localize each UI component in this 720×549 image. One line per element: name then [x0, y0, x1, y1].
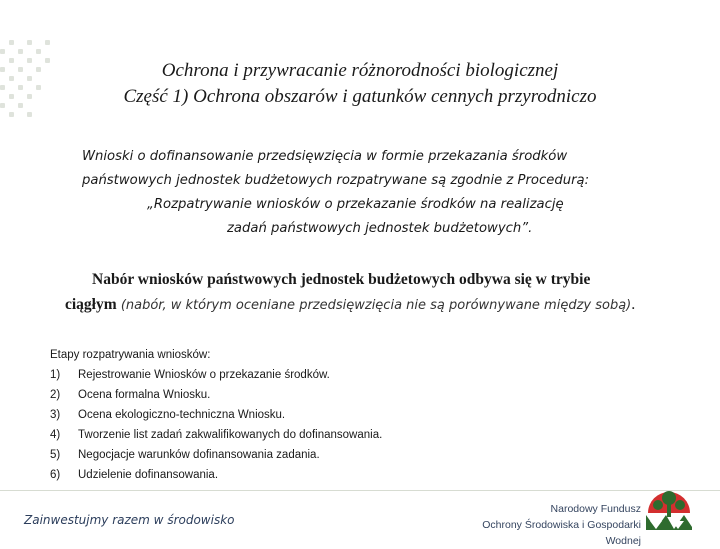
step-number: 1): [50, 369, 61, 381]
step-text: Rejestrowanie Wniosków o przekazanie środków.: [78, 369, 330, 381]
grid-dot: [45, 40, 50, 45]
nabor-end-dot: .: [631, 296, 636, 313]
grid-dot: [9, 76, 14, 81]
decorative-dot-grid: [0, 40, 60, 130]
grid-dot: [0, 85, 5, 90]
grid-dot: [0, 49, 5, 54]
list-item: [50, 465, 470, 485]
list-item: [50, 365, 470, 385]
nabor-parenthetical: (nabór, w którym oceniane przedsięwzięcia nie są porównywane między sobą): [120, 298, 632, 313]
slide-title: [60, 58, 660, 110]
footer-divider: [0, 490, 720, 491]
step-text: Ocena formalna Wniosku.: [78, 389, 211, 401]
step-number: 6): [50, 469, 61, 481]
step-text: Ocena ekologiczno-techniczna Wniosku.: [78, 409, 286, 421]
grid-dot: [36, 85, 41, 90]
intro-line-3: „Rozpatrywanie wniosków o przekazanie środków na realizację: [147, 197, 564, 212]
grid-dot: [9, 40, 14, 45]
grid-dot: [27, 94, 32, 99]
list-item: [50, 385, 470, 405]
grid-dot: [0, 67, 5, 72]
grid-dot: [27, 112, 32, 117]
list-item: [50, 405, 470, 425]
intro-line-4: zadań państwowych jednostek budżetowych”.: [227, 221, 533, 236]
nabor-bold-line-2: ciągłym: [65, 296, 117, 313]
grid-dot: [18, 85, 23, 90]
intro-paragraph: [82, 145, 672, 241]
grid-dot: [0, 103, 5, 108]
step-text: Negocjacje warunków dofinansowania zadania.: [78, 449, 320, 461]
step-number: 2): [50, 389, 61, 401]
grid-dot: [45, 58, 50, 63]
nfosigw-tree-logo-icon: [644, 483, 694, 531]
org-line-2: Ochrony Środowiska i Gospodarki Wodnej: [482, 519, 641, 547]
steps-heading: Etapy rozpatrywania wniosków:: [50, 349, 211, 361]
org-line-1: Narodowy Fundusz: [550, 503, 641, 515]
nabor-paragraph: [65, 267, 715, 318]
grid-dot: [27, 76, 32, 81]
grid-dot: [9, 58, 14, 63]
step-text: Udzielenie dofinansowania.: [78, 469, 219, 481]
footer-slogan: Zainwestujmy razem w środowisko: [24, 513, 235, 527]
grid-dot: [27, 58, 32, 63]
step-number: 3): [50, 409, 61, 421]
grid-dot: [36, 67, 41, 72]
grid-dot: [9, 112, 14, 117]
grid-dot: [18, 103, 23, 108]
nabor-bold-line-1: Nabór wniosków państwowych jednostek budżetowych odbywa się w trybie: [92, 271, 591, 288]
intro-line-2: państwowych jednostek budżetowych rozpatrywane są zgodnie z Procedurą:: [82, 173, 590, 188]
grid-dot: [36, 49, 41, 54]
grid-dot: [27, 40, 32, 45]
list-item: [50, 425, 470, 445]
grid-dot: [9, 94, 14, 99]
step-number: 4): [50, 429, 61, 441]
intro-line-1: Wnioski o dofinansowanie przedsięwzięcia w formie przekazania środków: [82, 149, 568, 164]
organization-name: [453, 501, 641, 549]
step-text: Tworzenie list zadań zakwalifikowanych do dofinansowania.: [78, 429, 383, 441]
step-number: 5): [50, 449, 61, 461]
grid-dot: [18, 49, 23, 54]
steps-section: [50, 345, 470, 485]
list-item: [50, 445, 470, 465]
grid-dot: [18, 67, 23, 72]
title-line-2: Część 1) Ochrona obszarów i gatunków cennych przyrodniczo: [123, 86, 597, 107]
title-line-1: Ochrona i przywracanie różnorodności biologicznej: [161, 60, 559, 81]
steps-list: [50, 365, 470, 485]
